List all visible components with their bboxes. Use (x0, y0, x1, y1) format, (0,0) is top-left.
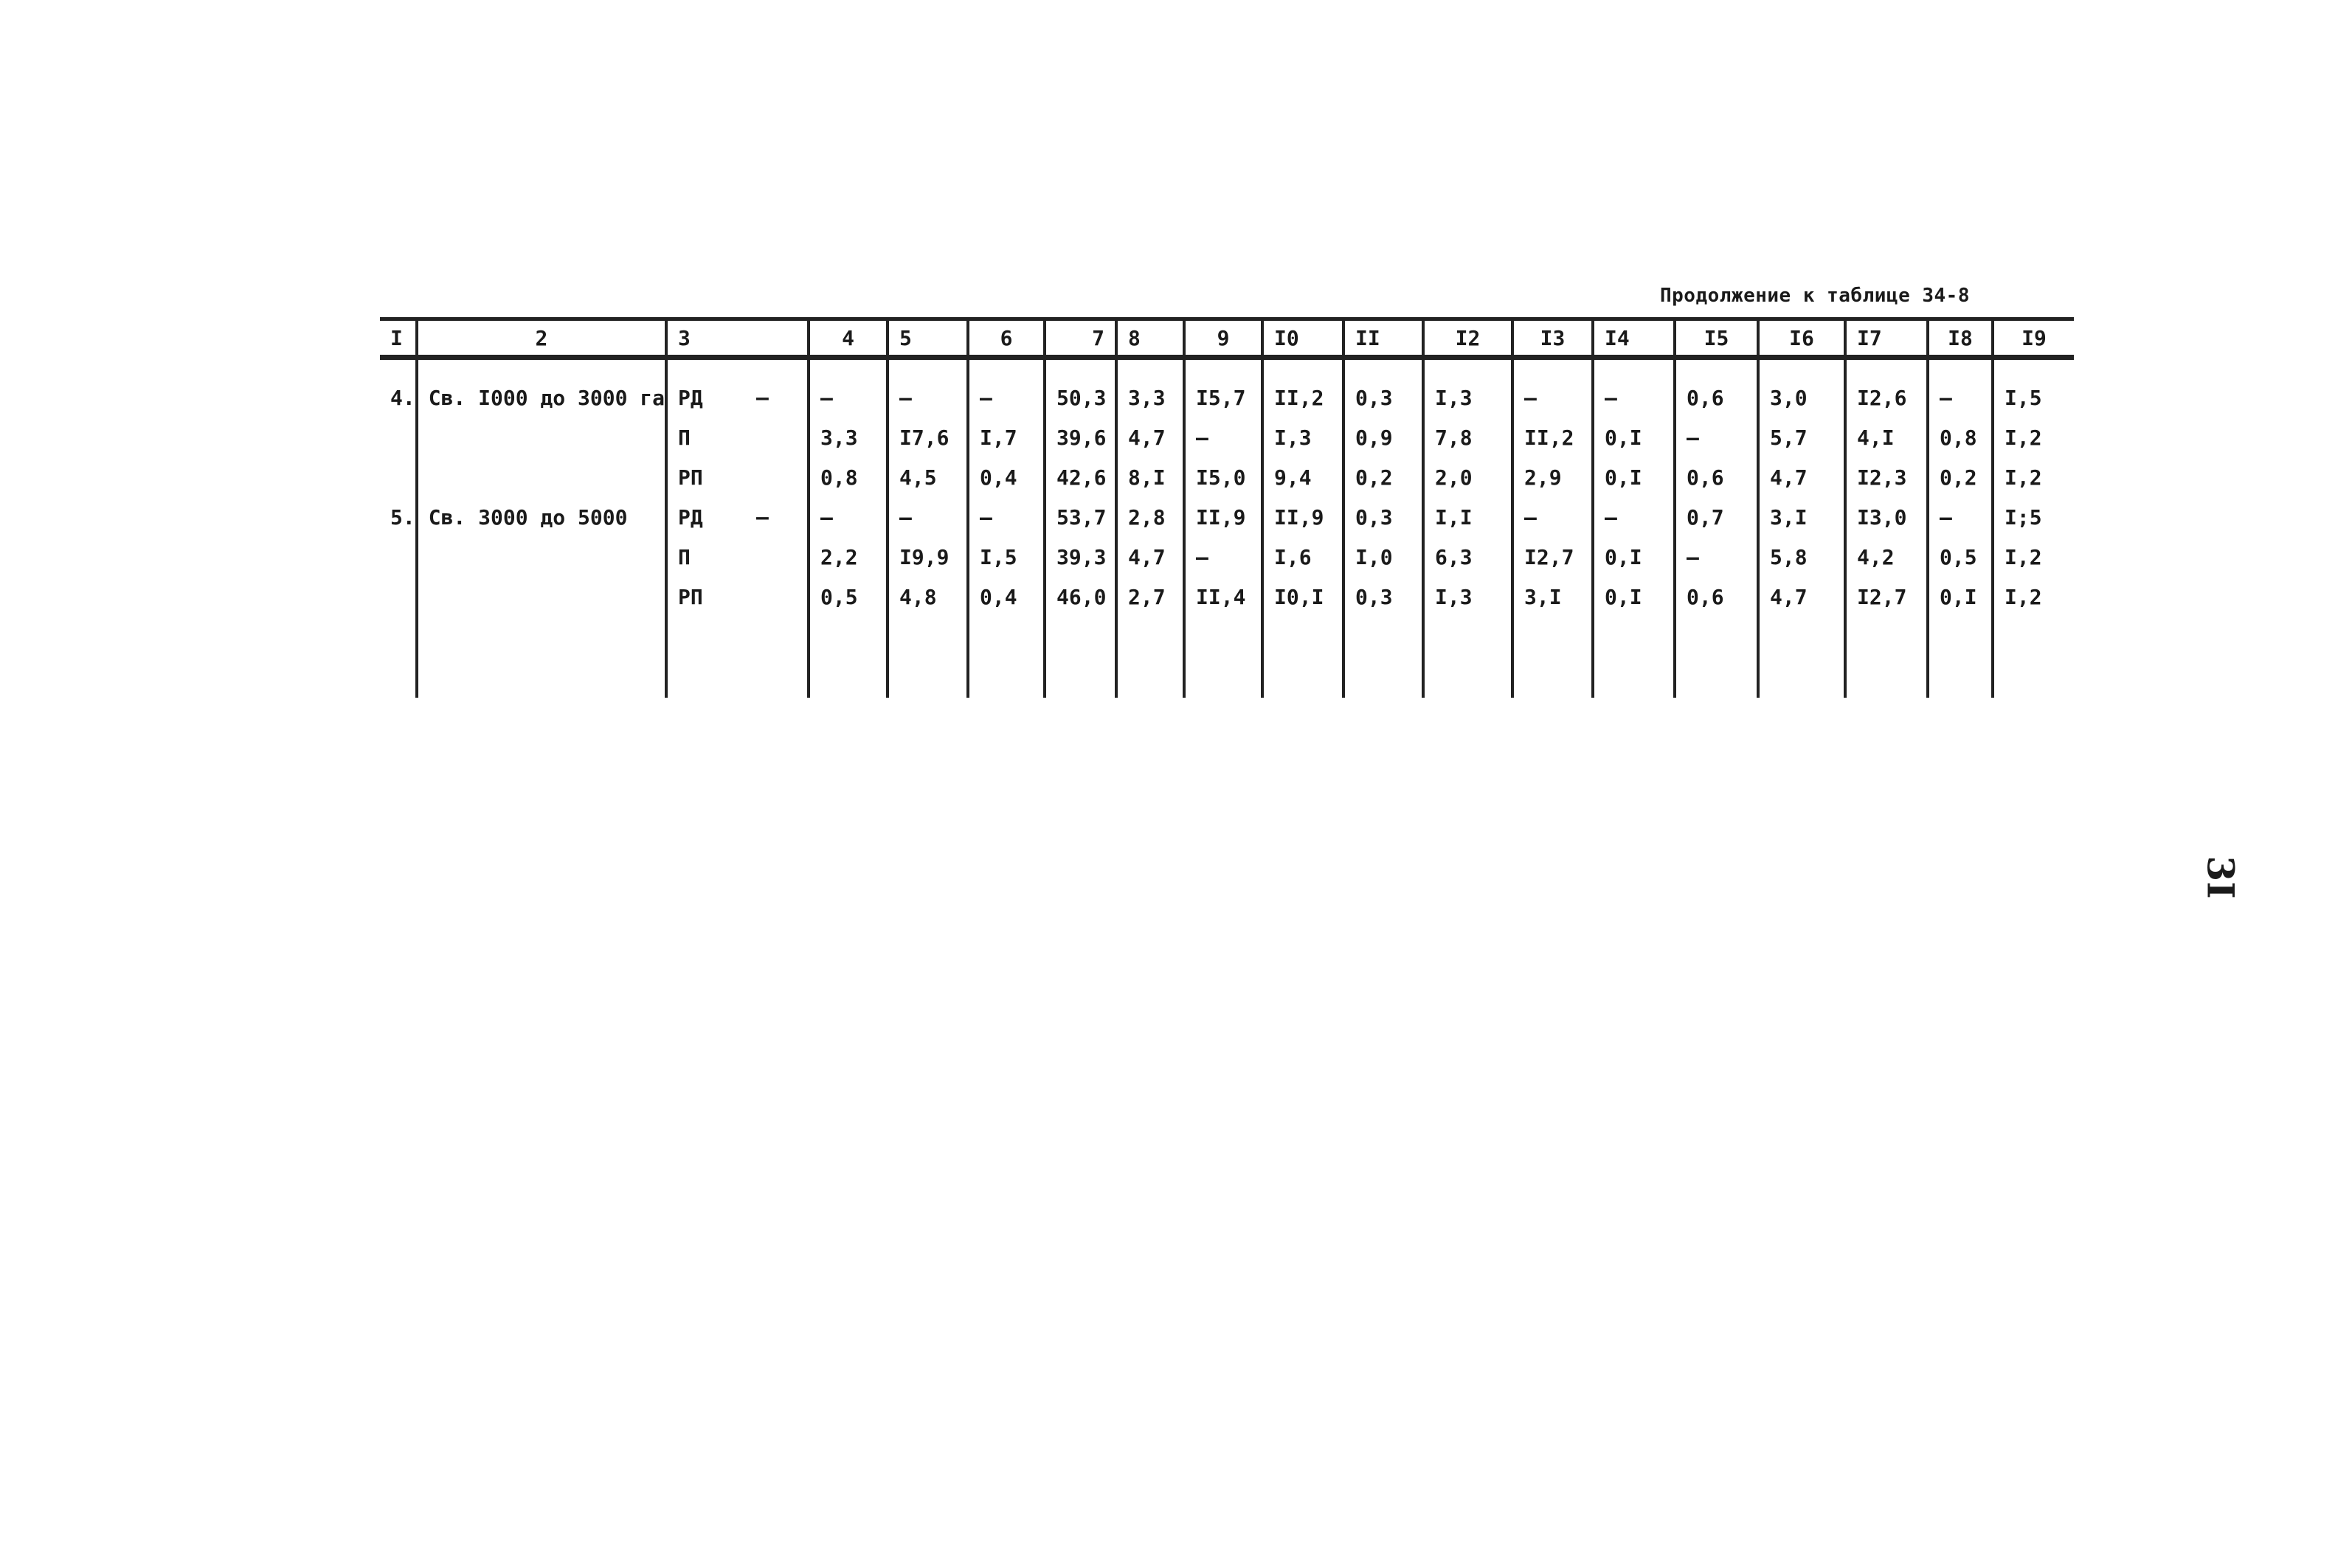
category-label: РП (678, 584, 703, 609)
table-cell: 7,8 (1423, 417, 1512, 457)
table-cell: 4,5 (888, 457, 968, 497)
table-cell: – (968, 497, 1045, 537)
table-cell: – (1675, 417, 1758, 457)
table-cell: 3,3 (1116, 378, 1184, 417)
table-cell: 2,9 (1512, 457, 1593, 497)
row-name (417, 417, 666, 457)
table-cell: 4,8 (888, 577, 968, 617)
table-cell: I5,7 (1184, 378, 1262, 417)
table-row (380, 378, 2074, 417)
header-cell: 7 (1045, 319, 1116, 358)
table-cell: 2,8 (1116, 497, 1184, 537)
header-cell: I5 (1675, 319, 1758, 358)
table-cell: 8,I (1116, 457, 1184, 497)
table-cell: 0,2 (1928, 457, 1993, 497)
table-cell: – (1512, 378, 1593, 417)
header-cell: I3 (1512, 319, 1593, 358)
category-label: РД (678, 385, 703, 410)
table-cell: 0,6 (1675, 457, 1758, 497)
table-cell: 0,2 (1343, 457, 1423, 497)
table-cell: 39,3 (1045, 537, 1116, 577)
table-cell: II,9 (1184, 497, 1262, 537)
header-cell: 5 (888, 319, 968, 358)
table-row (380, 417, 2074, 457)
header-cell: 4 (809, 319, 888, 358)
table-row (380, 497, 2074, 537)
header-cell: I0 (1262, 319, 1343, 358)
header-cell: I8 (1928, 319, 1993, 358)
row-category (666, 457, 809, 497)
row-category (666, 417, 809, 457)
header-cell: 9 (1184, 319, 1262, 358)
table-cell: 6,3 (1423, 537, 1512, 577)
header-cell: II (1343, 319, 1423, 358)
category-label: РП (678, 465, 703, 490)
table-cell: I,7 (968, 417, 1045, 457)
table-cell: 0,8 (809, 457, 888, 497)
row-number (380, 417, 417, 457)
table-row (380, 457, 2074, 497)
row-name (417, 457, 666, 497)
row-category (666, 577, 809, 617)
header-cell: I2 (1423, 319, 1512, 358)
spacer-row (380, 358, 2074, 378)
table-cell: I9,9 (888, 537, 968, 577)
table-cell: 0,4 (968, 457, 1045, 497)
table-cell: 39,6 (1045, 417, 1116, 457)
header-cell: 6 (968, 319, 1045, 358)
table-cell: 0,6 (1675, 577, 1758, 617)
table-cell: 5,7 (1758, 417, 1845, 457)
table-cell: 0,I (1928, 577, 1993, 617)
table-cell: – (888, 378, 968, 417)
table-cell: I,6 (1262, 537, 1343, 577)
table-cell: 2,2 (809, 537, 888, 577)
table-cell: – (1593, 497, 1675, 537)
table-row (380, 577, 2074, 617)
category-label: РД (678, 504, 703, 530)
header-cell: I (380, 319, 417, 358)
row-number: 4. (390, 385, 415, 410)
table-cell: II,9 (1262, 497, 1343, 537)
table-cell: I2,7 (1845, 577, 1928, 617)
row-number (380, 537, 417, 577)
table-cell: – (1593, 378, 1675, 417)
table-cell: 0,I (1593, 457, 1675, 497)
table-cell: 3,0 (1758, 378, 1845, 417)
table-cell: I2,7 (1512, 537, 1593, 577)
row-number: 5. (390, 504, 415, 530)
table-cell: I,3 (1423, 577, 1512, 617)
table-cell: 3,I (1758, 497, 1845, 537)
table-cell: – (1512, 497, 1593, 537)
table-cell: 53,7 (1045, 497, 1116, 537)
table-cell: I5,0 (1184, 457, 1262, 497)
row-name: Св. I000 до 3000 га (417, 378, 666, 417)
table-cell: I,2 (1993, 457, 2074, 497)
table-cell: II,2 (1512, 417, 1593, 457)
table-cell: 0,3 (1343, 378, 1423, 417)
category-dash: – (756, 504, 769, 530)
header-cell: I7 (1845, 319, 1928, 358)
header-row (380, 319, 2074, 358)
table-cell: I2,6 (1845, 378, 1928, 417)
table-cell: 4,7 (1116, 537, 1184, 577)
table-cell: 42,6 (1045, 457, 1116, 497)
row-number (380, 457, 417, 497)
table-cell: I,3 (1262, 417, 1343, 457)
table-cell: – (968, 378, 1045, 417)
table-cell: 3,I (1512, 577, 1593, 617)
table-cell: 50,3 (1045, 378, 1116, 417)
table-cell: 0,I (1593, 577, 1675, 617)
table-cell: 46,0 (1045, 577, 1116, 617)
table-cell: – (1928, 378, 1993, 417)
table-cell: 0,3 (1343, 577, 1423, 617)
table-cell: 4,I (1845, 417, 1928, 457)
table-cell: 0,I (1593, 537, 1675, 577)
row-category (666, 537, 809, 577)
table-cell: 0,4 (968, 577, 1045, 617)
table-cell: 5,8 (1758, 537, 1845, 577)
table-cell: I7,6 (888, 417, 968, 457)
table-cell: – (1675, 537, 1758, 577)
table-cell: 0,5 (1928, 537, 1993, 577)
table-cell: 4,7 (1116, 417, 1184, 457)
table-cell: – (809, 378, 888, 417)
table-cell: I,2 (1993, 417, 2074, 457)
table-cell: I0,I (1262, 577, 1343, 617)
table-cell: I,5 (968, 537, 1045, 577)
row-name (417, 577, 666, 617)
table-cell: – (888, 497, 968, 537)
table-cell: I,3 (1423, 378, 1512, 417)
table-cell: II,4 (1184, 577, 1262, 617)
header-cell: I6 (1758, 319, 1845, 358)
row-category (666, 497, 809, 537)
header-cell: I4 (1593, 319, 1675, 358)
header-cell: 3 (666, 319, 809, 358)
table-cell: 9,4 (1262, 457, 1343, 497)
table-caption: Продолжение к таблице 34-8 (1660, 285, 1970, 307)
category-label: П (678, 544, 691, 569)
table-cell: – (1184, 417, 1262, 457)
table-cell: 4,7 (1758, 457, 1845, 497)
table-cell: 0,9 (1343, 417, 1423, 457)
table-cell: I;5 (1993, 497, 2074, 537)
table-cell: – (809, 497, 888, 537)
table-cell: – (1928, 497, 1993, 537)
table-cell: 2,7 (1116, 577, 1184, 617)
table-cell: I3,0 (1845, 497, 1928, 537)
data-table (380, 317, 2074, 698)
table-cell: 0,I (1593, 417, 1675, 457)
table-cell: 0,3 (1343, 497, 1423, 537)
row-category (666, 378, 809, 417)
category-label: П (678, 425, 691, 450)
filler-row (380, 617, 2074, 698)
row-name: Св. 3000 до 5000 (417, 497, 666, 537)
table-cell: 4,2 (1845, 537, 1928, 577)
table-cell: I,0 (1343, 537, 1423, 577)
table-cell: I,2 (1993, 537, 2074, 577)
table-cell: 3,3 (809, 417, 888, 457)
table-cell: I,2 (1993, 577, 2074, 617)
table-cell: 0,8 (1928, 417, 1993, 457)
table-cell: 4,7 (1758, 577, 1845, 617)
table-row (380, 537, 2074, 577)
header-cell: I9 (1993, 319, 2074, 358)
table-cell: 0,6 (1675, 378, 1758, 417)
table-cell: I2,3 (1845, 457, 1928, 497)
table-cell: – (1184, 537, 1262, 577)
table-cell: 0,7 (1675, 497, 1758, 537)
header-cell: 2 (417, 319, 666, 358)
row-number (380, 577, 417, 617)
row-name (417, 537, 666, 577)
table-cell: I,5 (1993, 378, 2074, 417)
table-cell: I,I (1423, 497, 1512, 537)
table-cell: 2,0 (1423, 457, 1512, 497)
table-cell: 0,5 (809, 577, 888, 617)
category-dash: – (756, 385, 769, 410)
page-number: 3I (2199, 856, 2243, 899)
header-cell: 8 (1116, 319, 1184, 358)
table-cell: II,2 (1262, 378, 1343, 417)
